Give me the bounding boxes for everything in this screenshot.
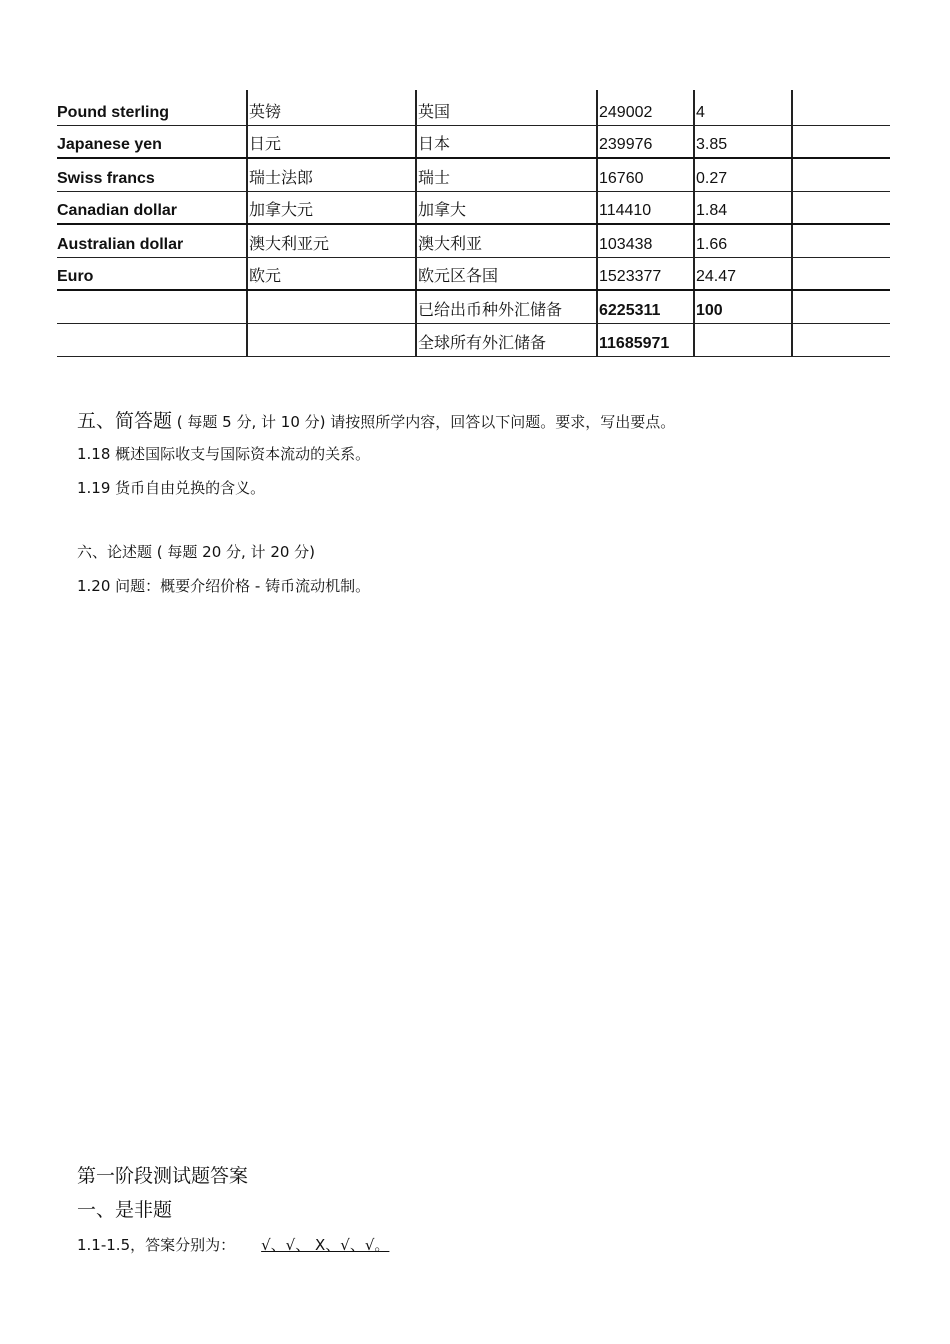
amount-cell: 1523377	[597, 257, 694, 290]
amount-cell: 6225311	[597, 290, 694, 323]
amount-cell: 239976	[597, 125, 694, 158]
section6-heading: 六、论述题 ( 每题 20 分, 计 20 分)	[77, 543, 316, 561]
country-cell: 全球所有外汇储备	[416, 323, 597, 356]
amount-cell: 249002	[597, 90, 694, 125]
currency-chinese-cell: 瑞士法郎	[247, 158, 416, 191]
answers-section1-title: 一、是非题	[77, 1199, 173, 1221]
section5-note: ( 每题 5 分, 计 10 分) 请按照所学内容，回答以下问题。要求，写出要点。	[176, 413, 676, 431]
blank-cell	[792, 224, 890, 257]
blank-cell	[792, 90, 890, 125]
country-cell: 日本	[416, 125, 597, 158]
country-cell: 欧元区各国	[416, 257, 597, 290]
blank-cell	[792, 191, 890, 224]
table-row	[57, 323, 890, 356]
answers-line-label: 1.1-1.5，答案分别为：	[77, 1236, 236, 1254]
share-cell: 0.27	[694, 158, 792, 191]
blank-cell	[792, 290, 890, 323]
currency-english-cell: Pound sterling	[57, 90, 247, 125]
currency-chinese-cell: 澳大利亚元	[247, 224, 416, 257]
amount-cell: 114410	[597, 191, 694, 224]
section5-heading	[77, 406, 675, 433]
amount-cell: 16760	[597, 158, 694, 191]
currency-chinese-cell	[247, 323, 416, 356]
currency-chinese-cell	[247, 290, 416, 323]
table-row	[57, 290, 890, 323]
answers-line-values: √、√、 X、√、√。	[261, 1236, 390, 1254]
country-cell: 已给出币种外汇储备	[416, 290, 597, 323]
country-cell: 英国	[416, 90, 597, 125]
blank-cell	[792, 257, 890, 290]
question-1-20: 1.20 问题：概要介绍价格 - 铸币流动机制。	[77, 577, 371, 595]
share-cell: 3.85	[694, 125, 792, 158]
currency-english-cell: Japanese yen	[57, 125, 247, 158]
currency-chinese-cell: 欧元	[247, 257, 416, 290]
table-row	[57, 257, 890, 290]
table-row	[57, 90, 890, 125]
country-cell: 澳大利亚	[416, 224, 597, 257]
share-cell: 1.66	[694, 224, 792, 257]
table-row	[57, 158, 890, 191]
blank-cell	[792, 125, 890, 158]
question-1-19: 1.19 货币自由兑换的含义。	[77, 479, 266, 497]
share-cell: 1.84	[694, 191, 792, 224]
currency-english-cell: Euro	[57, 257, 247, 290]
reserve-table-body	[57, 90, 890, 356]
table-row	[57, 224, 890, 257]
table-row	[57, 125, 890, 158]
question-1-18: 1.18 概述国际收支与国际资本流动的关系。	[77, 445, 371, 463]
currency-english-cell	[57, 323, 247, 356]
reserve-table	[57, 90, 890, 357]
share-cell: 24.47	[694, 257, 792, 290]
currency-english-cell: Australian dollar	[57, 224, 247, 257]
share-cell: 4	[694, 90, 792, 125]
amount-cell: 103438	[597, 224, 694, 257]
answers-title: 第一阶段测试题答案	[77, 1165, 249, 1187]
amount-cell: 11685971	[597, 323, 694, 356]
country-cell: 加拿大	[416, 191, 597, 224]
share-cell: 100	[694, 290, 792, 323]
currency-english-cell: Swiss francs	[57, 158, 247, 191]
blank-cell	[792, 158, 890, 191]
currency-chinese-cell: 英镑	[247, 90, 416, 125]
section5-title: 五、简答题	[77, 410, 173, 432]
currency-chinese-cell: 日元	[247, 125, 416, 158]
share-cell	[694, 323, 792, 356]
blank-cell	[792, 323, 890, 356]
answers-line-1-1-1-5	[77, 1234, 395, 1255]
currency-chinese-cell: 加拿大元	[247, 191, 416, 224]
country-cell: 瑞士	[416, 158, 597, 191]
currency-english-cell	[57, 290, 247, 323]
currency-english-cell: Canadian dollar	[57, 191, 247, 224]
table-row	[57, 191, 890, 224]
